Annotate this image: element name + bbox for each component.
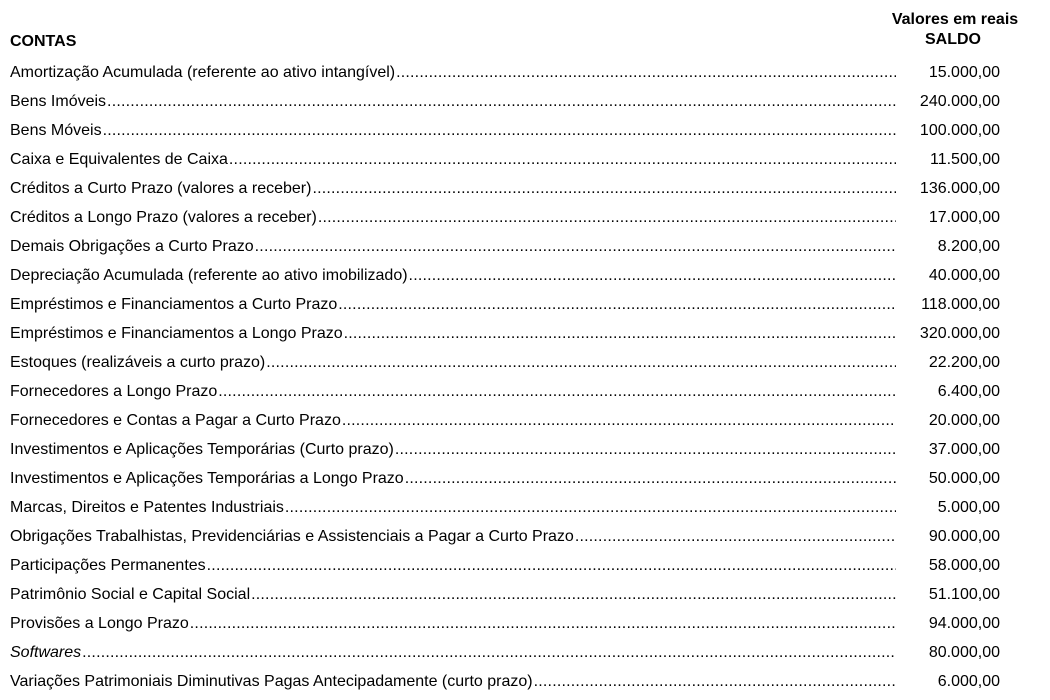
dot-leader bbox=[266, 352, 896, 374]
dot-leader bbox=[107, 91, 896, 113]
account-row bbox=[10, 294, 1000, 323]
account-name: Bens Imóveis bbox=[10, 93, 107, 110]
account-name: Depreciação Acumulada (referente ao ativo imobilizado) bbox=[10, 267, 408, 284]
account-row bbox=[10, 91, 1000, 120]
account-balance: 5.000,00 bbox=[937, 499, 1000, 516]
account-balance: 100.000,00 bbox=[919, 122, 1000, 139]
account-name: Participações Permanentes bbox=[10, 557, 206, 574]
accounts-column-header: CONTAS bbox=[10, 33, 77, 50]
dot-leader bbox=[255, 236, 896, 258]
account-name: Softwares bbox=[10, 644, 82, 661]
dot-leader bbox=[218, 381, 896, 403]
account-balance: 58.000,00 bbox=[928, 557, 1000, 574]
account-name: Demais Obrigações a Curto Prazo bbox=[10, 238, 254, 255]
account-balance: 80.000,00 bbox=[928, 644, 1000, 661]
account-row bbox=[10, 120, 1000, 149]
dot-leader bbox=[534, 671, 896, 693]
account-name: Patrimônio Social e Capital Social bbox=[10, 586, 251, 603]
account-balance: 40.000,00 bbox=[928, 267, 1000, 284]
account-balance: 51.100,00 bbox=[928, 586, 1000, 603]
account-row bbox=[10, 381, 1000, 410]
account-balance: 37.000,00 bbox=[928, 441, 1000, 458]
account-balance: 118.000,00 bbox=[921, 296, 1000, 313]
dot-leader bbox=[344, 323, 896, 345]
account-balance: 15.000,00 bbox=[928, 64, 1000, 81]
currency-note: Valores em reais bbox=[891, 11, 1019, 28]
dot-leader bbox=[207, 555, 896, 577]
account-balance: 50.000,00 bbox=[928, 470, 1000, 487]
balance-label: SALDO bbox=[925, 31, 981, 48]
account-name: Investimentos e Aplicações Temporárias a Longo Prazo bbox=[10, 470, 404, 487]
account-name: Marcas, Direitos e Patentes Industriais bbox=[10, 499, 284, 516]
account-balance: 6.000,00 bbox=[937, 673, 1000, 690]
account-row bbox=[10, 468, 1000, 497]
account-row bbox=[10, 410, 1000, 439]
account-row bbox=[10, 497, 1000, 526]
dot-leader bbox=[396, 62, 896, 84]
dot-leader bbox=[103, 120, 896, 142]
account-row bbox=[10, 526, 1000, 555]
account-name: Bens Móveis bbox=[10, 122, 102, 139]
account-name: Créditos a Curto Prazo (valores a receber) bbox=[10, 180, 312, 197]
account-row bbox=[10, 178, 1000, 207]
account-row bbox=[10, 613, 1000, 642]
account-row bbox=[10, 207, 1000, 236]
account-name: Caixa e Equivalentes de Caixa bbox=[10, 151, 228, 168]
account-row bbox=[10, 439, 1000, 468]
dot-leader bbox=[342, 410, 896, 432]
account-name: Variações Patrimoniais Diminutivas Pagas Antecipadamente (curto prazo) bbox=[10, 673, 533, 690]
account-balance: 17.000,00 bbox=[928, 209, 1000, 226]
dot-leader bbox=[338, 294, 896, 316]
account-balance: 20.000,00 bbox=[928, 412, 1000, 429]
account-balance: 90.000,00 bbox=[928, 528, 1000, 545]
account-name: Provisões a Longo Prazo bbox=[10, 615, 189, 632]
accounts-list bbox=[10, 62, 1000, 700]
account-balance: 6.400,00 bbox=[937, 383, 1000, 400]
dot-leader bbox=[409, 265, 896, 287]
account-row bbox=[10, 62, 1000, 91]
account-balance: 8.200,00 bbox=[937, 238, 1000, 255]
account-name: Amortização Acumulada (referente ao ativo intangível) bbox=[10, 64, 396, 81]
dot-leader bbox=[285, 497, 896, 519]
account-row bbox=[10, 584, 1000, 613]
account-name: Obrigações Trabalhistas, Previdenciárias e Assistenciais a Pagar a Curto Prazo bbox=[10, 528, 574, 545]
account-name: Empréstimos e Financiamentos a Curto Prazo bbox=[10, 296, 338, 313]
account-row bbox=[10, 236, 1000, 265]
account-balance: 240.000,00 bbox=[919, 93, 1000, 110]
dot-leader bbox=[190, 613, 896, 635]
account-name: Créditos a Longo Prazo (valores a receber) bbox=[10, 209, 317, 226]
dot-leader bbox=[312, 178, 896, 200]
account-row bbox=[10, 265, 1000, 294]
dot-leader bbox=[575, 526, 896, 548]
dot-leader bbox=[318, 207, 896, 229]
account-balance: 22.200,00 bbox=[928, 354, 1000, 371]
account-balance: 94.000,00 bbox=[928, 615, 1000, 632]
account-name: Fornecedores e Contas a Pagar a Curto Prazo bbox=[10, 412, 341, 429]
account-balance: 136.000,00 bbox=[919, 180, 1000, 197]
account-name: Estoques (realizáveis a curto prazo) bbox=[10, 354, 266, 371]
account-name: Fornecedores a Longo Prazo bbox=[10, 383, 218, 400]
account-row bbox=[10, 323, 1000, 352]
account-balance: 320.000,00 bbox=[919, 325, 1000, 342]
dot-leader bbox=[395, 439, 896, 461]
account-row bbox=[10, 555, 1000, 584]
dot-leader bbox=[251, 584, 896, 606]
dot-leader bbox=[229, 149, 896, 171]
account-name: Empréstimos e Financiamentos a Longo Prazo bbox=[10, 325, 343, 342]
account-row bbox=[10, 149, 1000, 178]
dot-leader bbox=[82, 642, 896, 664]
dot-leader bbox=[405, 468, 896, 490]
account-row bbox=[10, 642, 1000, 671]
account-row bbox=[10, 352, 1000, 381]
account-name: Investimentos e Aplicações Temporárias (Curto prazo) bbox=[10, 441, 394, 458]
balance-column-header bbox=[880, 10, 1030, 50]
account-row bbox=[10, 671, 1000, 700]
account-balance: 11.500,00 bbox=[930, 151, 1000, 168]
